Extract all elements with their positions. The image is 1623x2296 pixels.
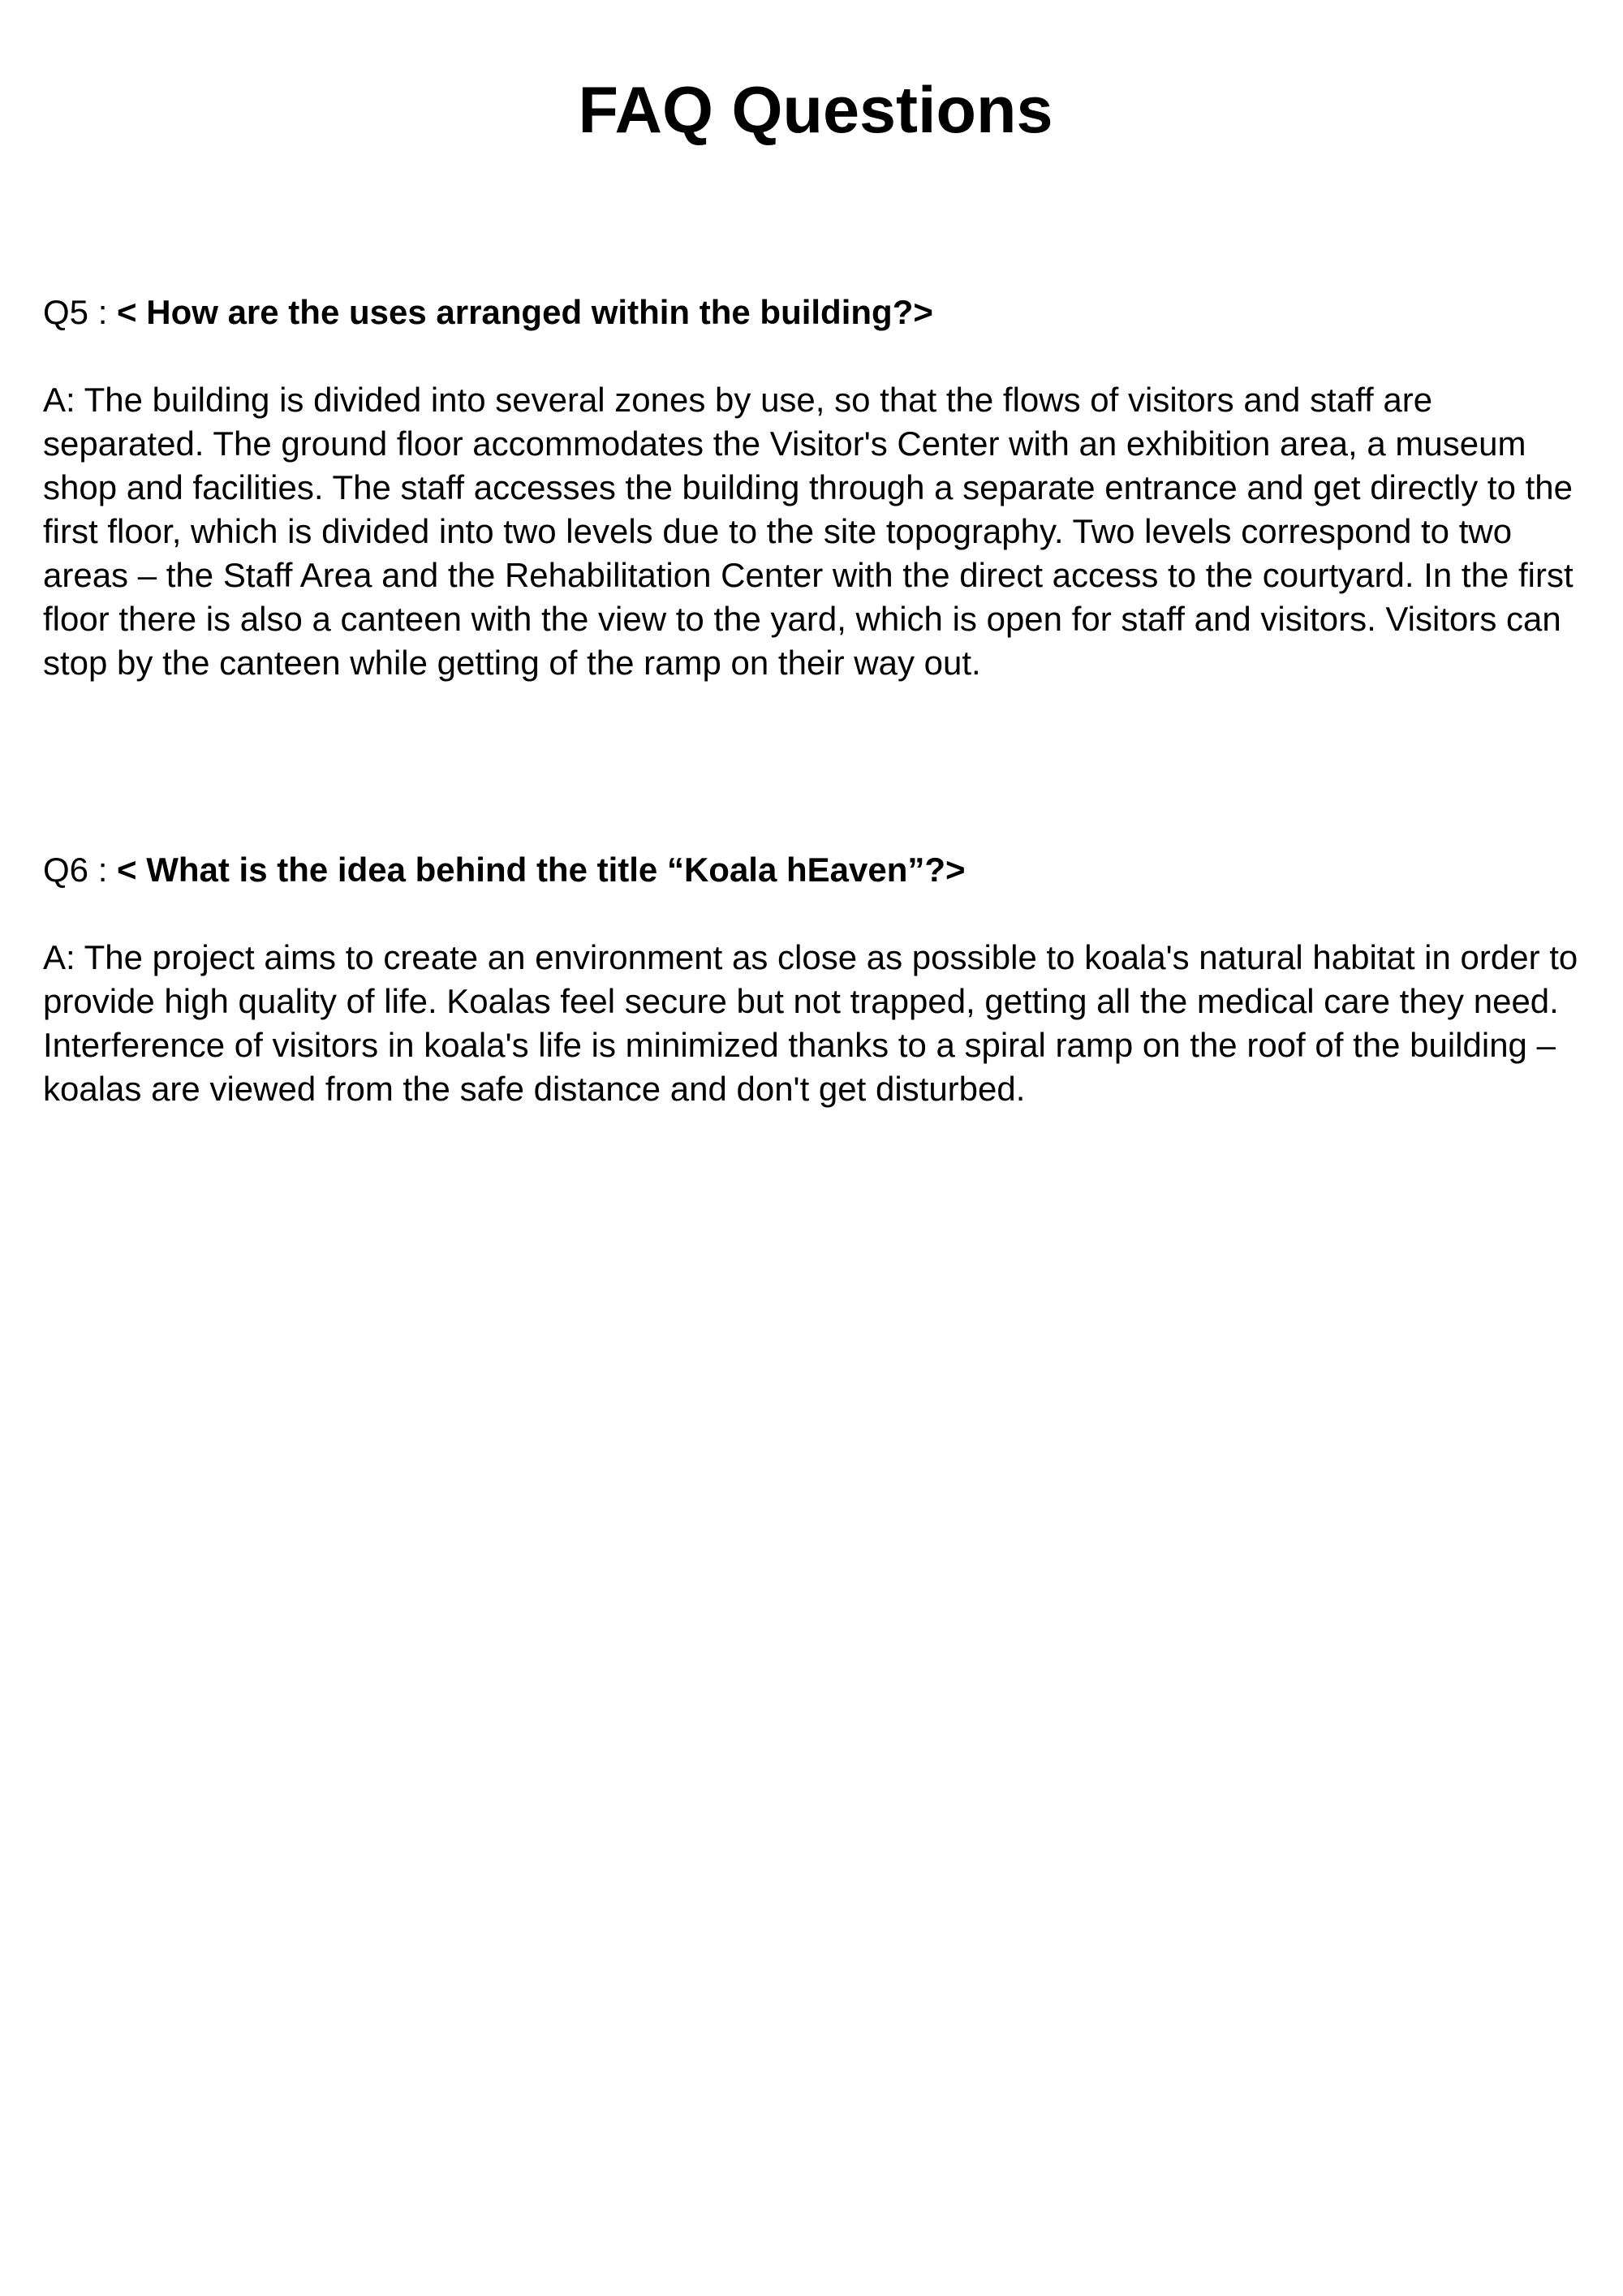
page-title: FAQ Questions: [578, 74, 1053, 147]
faq-answer: A: The project aims to create an environment as close as possible to koala's natural habitat in order to provide high quality of life. Koalas feel secure but not trapped, getting all the medical care they need. Interference of visitors in koala's life is minimized thanks to a spiral ramp on the roof of the building – koalas are viewed from the safe distance and don't get disturbed.: [43, 938, 1578, 1108]
faq-item-q5: [43, 291, 1585, 685]
question-text: < How are the uses arranged within the building?>: [117, 293, 933, 331]
faq-answer: A: The building is divided into several zones by use, so that the flows of visitors and staff are separated. The ground floor accommodates the Visitor's Center with an exhibition area, a museum shop and facilities. The staff accesses the building through a separate entrance and get directly to the first floor, which is divided into two levels due to the site topography. Two levels correspond to two areas – the Staff Area and the Rehabilitation Center with the direct access to the courtyard. In the first floor there is also a canteen with the view to the yard, which is open for staff and visitors. Visitors can stop by the canteen while getting of the ramp on their way out.: [43, 381, 1573, 682]
faq-question: [43, 848, 1585, 892]
faq-item-q6: [43, 848, 1585, 1111]
question-number: Q6 :: [43, 851, 118, 889]
faq-question: [43, 291, 1585, 334]
question-number: Q5 :: [43, 293, 118, 331]
question-text: < What is the idea behind the title “Koala hEaven”?>: [117, 851, 966, 889]
